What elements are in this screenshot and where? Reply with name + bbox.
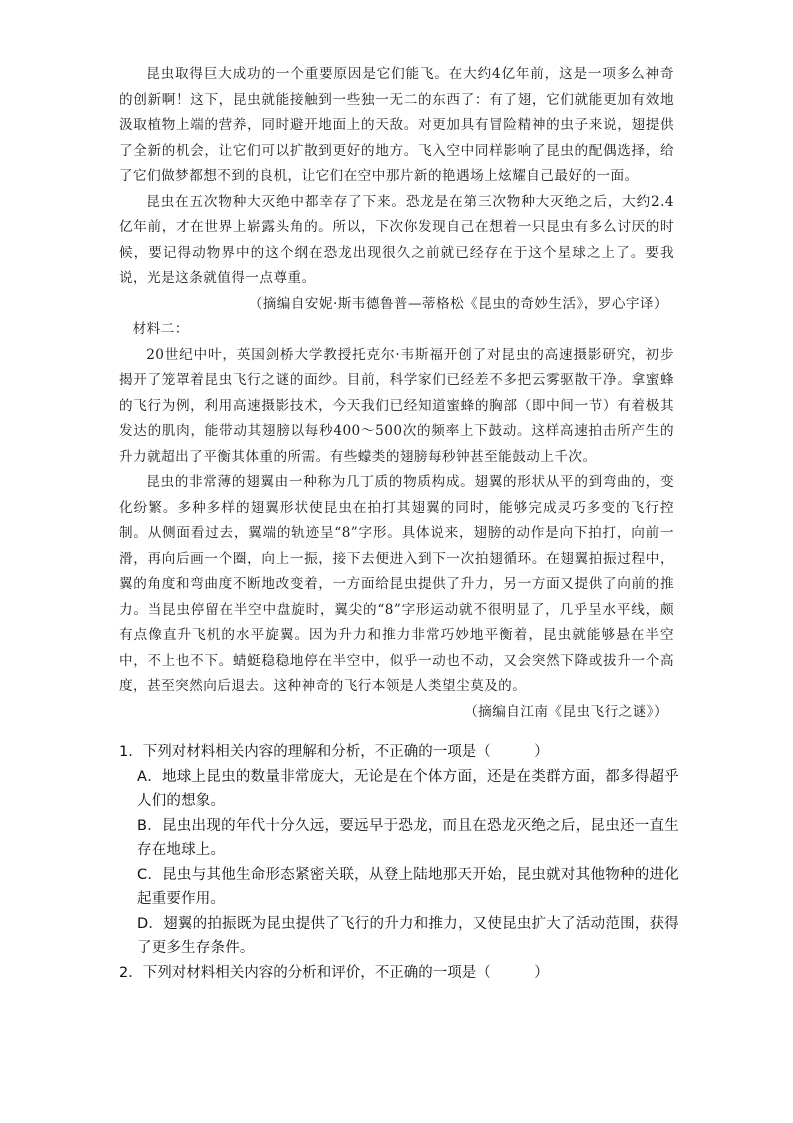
source-citation-2: （摘编自江南《昆虫飞行之谜》） [464, 703, 668, 720]
question-1-option-d[interactable]: D．翅翼的拍振既为昆虫提供了飞行的升力和推力，又使昆虫扩大了活动范围，获得了更多生存条件。 [137, 915, 679, 956]
passage-paragraph-3: 20世纪中叶，英国剑桥大学教授托克尔·韦斯福开创了对昆虫的高速摄影研究，初步揭开了笼罩着昆虫飞行之谜的面纱。目前，科学家们已经差不多把云雾驱散干净。拿蜜蜂的飞行为例，利用高速摄影技术，今天我们已经知道蜜蜂的胸部（即中间一节）有着极其发达的肌肉，能带动其翅膀以每秒400～500次的频率上下鼓动。这样高速拍击所产生的升力就超出了平衡其体重的所需。有些蠓类的翅膀每秒钟甚至能鼓动上千次。 [119, 346, 674, 465]
question-1-option-c[interactable]: C．昆虫与其他生命形态紧密关联，从登上陆地那天开始，昆虫就对其他物种的进化起重要作用。 [137, 866, 679, 907]
material-two-heading: 材料二： [132, 321, 189, 337]
question-1-stem: 1．下列对材料相关内容的理解和分析，不正确的一项是（ ） [119, 744, 549, 760]
passage-paragraph-2: 昆虫在五次物种大灭绝中都幸存了下来。恐龙是在第三次物种大灭绝之后，大约2.4亿年前，才在世界上崭露头角的。所以，下次你发现自己在想着一只昆虫有多么讨厌的时候，要记得动物界中的这个纲在恐龙出现很久之前就已经存在于这个星球之上了。要我说，光是这条就值得一点尊重。 [119, 193, 674, 286]
passage-paragraph-4: 昆虫的非常薄的翅翼由一种称为几丁质的物质构成。翅翼的形状从平的到弯曲的，变化纷繁。多种多样的翅翼形状使昆虫在拍打其翅翼的同时，能够完成灵巧多变的飞行控制。从侧面看过去，翼端的轨迹呈“8”字形。具体说来，翅膀的动作是向下拍打，向前一滑，再向后画一个圈，向上一振，接下去便进入到下一次拍翅循环。在翅翼拍振过程中，翼的角度和弯曲度不断地改变着，一方面给昆虫提供了升力，另一方面又提供了向前的推力。当昆虫停留在半空中盘旋时，翼尖的“8”字形运动就不很明显了，几乎呈水平线，颇有点像直升飞机的水平旋翼。因为升力和推力非常巧妙地平衡着，昆虫就能够悬在半空中，不上也不下。蜻蜓稳稳地停在半空中，似乎一动也不动，又会突然下降或拔升一个高度，甚至突然向后退去。这种神奇的飞行本领是人类望尘莫及的。 [119, 474, 674, 694]
source-citation-1: （摘编自安妮·斯韦德鲁普—蒂格松《昆虫的奇妙生活》，罗心宇译） [248, 295, 668, 312]
passage-paragraph-1: 昆虫取得巨大成功的一个重要原因是它们能飞。在大约4亿年前，这是一项多么神奇的创新啊！这下，昆虫就能接触到一些独一无二的东西了：有了翅，它们就能更加有效地汲取植物上端的营养，同时避开地面上的天敌。对更加具有冒险精神的虫子来说，翅提供了全新的机会，让它们可以扩散到更好的地方。飞入空中同样影响了昆虫的配偶选择，给了它们做梦都想不到的良机，让它们在空中那片新的艳遇场上炫耀自己最好的一面。 [119, 66, 674, 184]
question-1-option-a[interactable]: A．地球上昆虫的数量非常庞大，无论是在个体方面，还是在类群方面，都多得超乎人们的想象。 [137, 768, 679, 809]
reading-passage [119, 62, 674, 725]
question-section [119, 740, 679, 985]
question-2-stem: 2．下列对材料相关内容的分析和评价，不正确的一项是（ ） [119, 964, 549, 981]
question-1-option-b[interactable]: B．昆虫出现的年代十分久远，要远早于恐龙，而且在恐龙灭绝之后，昆虫还一直生存在地球上。 [137, 817, 679, 858]
